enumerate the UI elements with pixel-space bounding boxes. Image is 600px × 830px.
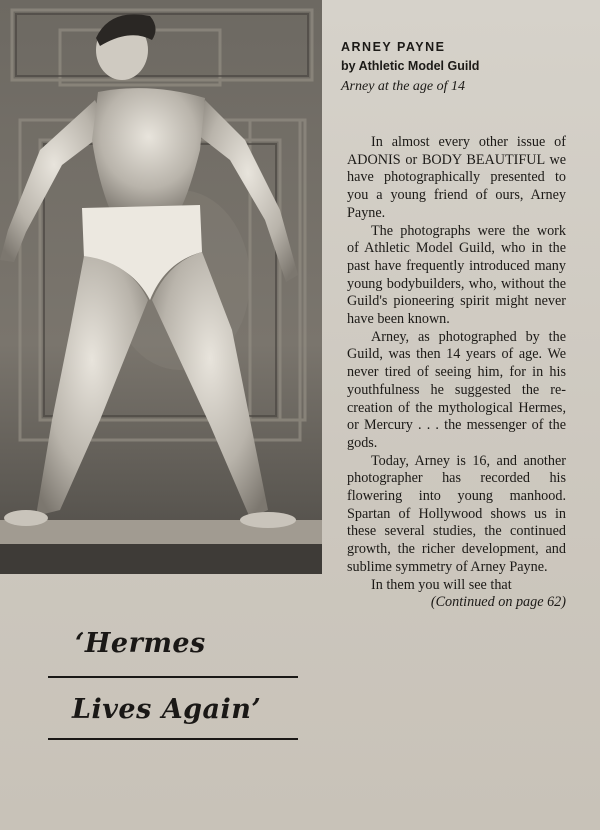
article-paragraph: In almost every other issue of ADONIS or BODY BEAUTIFUL we have photographically presented to you a young friend of ours, Arney Payne.	[347, 134, 566, 221]
model-age-note: Arney at the age of 14	[341, 79, 466, 94]
caption-rule-top	[48, 676, 298, 678]
photographer-credit: by Athletic Model Guild	[341, 59, 480, 73]
caption-line-1: ‘Hermes	[75, 628, 206, 659]
article-paragraph: Arney, as photographed by the Guild, was then 14 years of age. We never tired of seeing him, for in his youthfulness he suggested the re-creation of the mythological Hermes, or Mercury . . . the messenger of the gods.	[347, 328, 566, 451]
model-name: ARNEY PAYNE	[341, 40, 446, 54]
continued-note: (Continued on page 62)	[430, 594, 566, 611]
caption-rule-bottom	[48, 738, 298, 740]
model-photograph	[0, 0, 322, 574]
article-paragraph: Today, Arney is 16, and another photographer has recorded his flowering into young manhood. Spartan of Hollywood shows us in these several studies, the continued growth, the richer development, and sublime symmetry of Arney Payne.	[347, 452, 566, 575]
photo-credits	[341, 38, 581, 97]
article-paragraph: In them you will see that	[371, 576, 512, 593]
photo-illustration	[0, 0, 322, 574]
article-body	[347, 134, 566, 612]
article-paragraph: The photographs were the work of Athletic Model Guild, who in the past have frequently introduced many young bodybuilders, who, without the Guild's pioneering spirit might never have been known.	[347, 222, 566, 328]
caption-line-2: Lives Again’	[72, 694, 262, 725]
